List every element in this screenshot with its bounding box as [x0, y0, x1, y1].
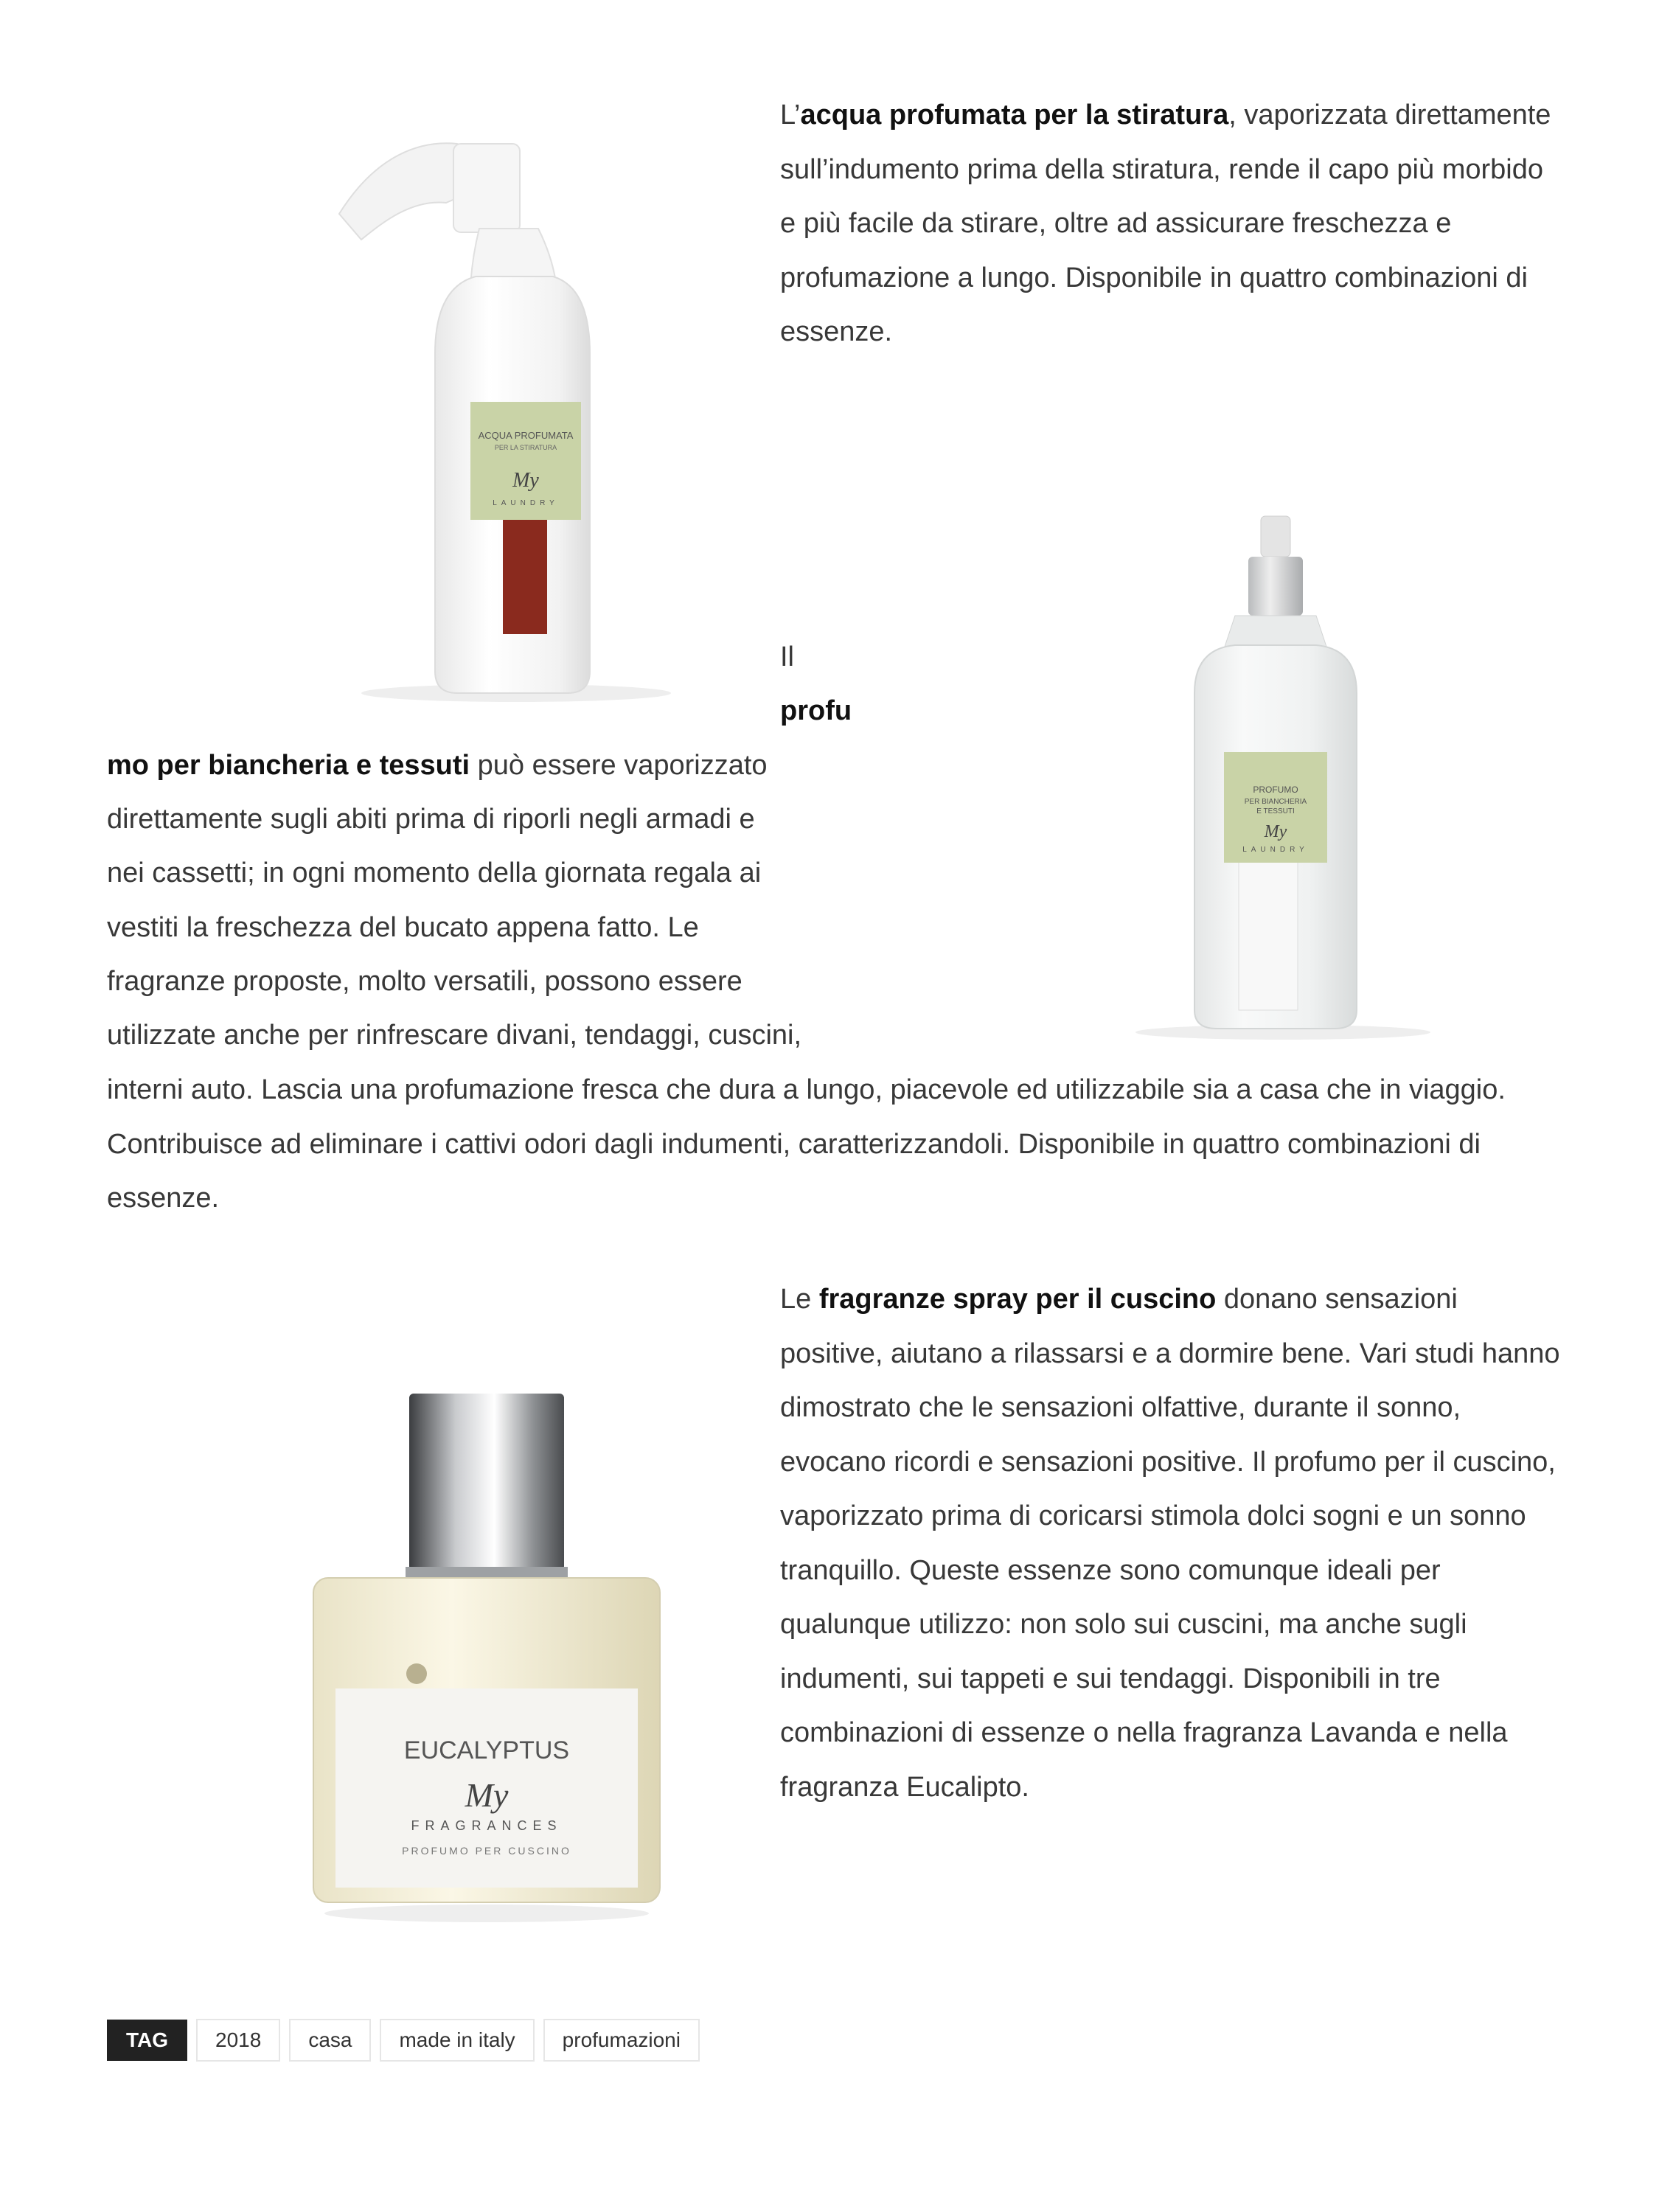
p1-rest: , vaporizzata direttamente sull’indumento prima della stiratura, rende il capo più morbido e più facile da stirare, oltre ad assicurare freschezza e profumazione a lungo. Disponibile in quattro combinazioni di essenze. [780, 100, 1551, 347]
p1-bold: acqua profumata per la stiratura [800, 100, 1229, 131]
bottle3-brand: My [465, 1776, 509, 1814]
bottle2-brand: My [1264, 822, 1287, 841]
p2-line-4: fragranze proposte, molto versatili, possono essere [107, 966, 742, 997]
tag-list [107, 2019, 700, 2062]
bottle3-label-line1: EUCALYPTUS [403, 1736, 570, 1764]
paragraph-ironing-water [780, 88, 1562, 360]
bottle1-label-line2: PER LA STIRATURA [494, 444, 557, 451]
p2-line-1: direttamente sugli abiti prima di riporli negli armadi e [107, 804, 755, 835]
bottle3-label-sub: PROFUMO PER CUSCINO [402, 1845, 571, 1857]
pillow-fragrance-bottle-image [295, 1364, 678, 1932]
p1-prefix: L’ [780, 100, 801, 131]
p3-bold: fragranze spray per il cuscino [818, 1284, 1217, 1315]
p2-prefix: Il [780, 641, 794, 672]
bottle2-label-line1: PROFUMO [1253, 785, 1298, 795]
bottle3-brand-sub: FRAGRANCES [411, 1818, 563, 1833]
tag-casa[interactable]: casa [289, 2019, 371, 2062]
paragraph-pillow-fragrance [780, 1273, 1562, 1815]
linen-perfume-bottle-image [1106, 501, 1460, 1047]
bottle2-label-line2: PER BIANCHERIA [1244, 798, 1307, 806]
p3-prefix: Le [780, 1284, 819, 1315]
ironing-water-bottle-image [295, 111, 678, 715]
tag-2018[interactable]: 2018 [196, 2019, 280, 2062]
tag-label: TAG [107, 2020, 187, 2061]
bottle1-label-line1: ACQUA PROFUMATA [478, 430, 574, 441]
p2-bold-end: mo per biancheria e tessuti [107, 750, 470, 781]
p2-line-3: vestiti la freschezza del bucato appena fatto. Le [107, 912, 699, 943]
p2-bold-start: profu [780, 695, 852, 726]
p3-rest: donano sensazioni positive, aiutano a rilassarsi e a dormire bene. Vari studi hanno dimostrato che le sensazioni olfattive, durante il sonno, evocano ricordi e sensazioni positive. Il profumo per il cuscino, vaporizzato prima di coricarsi stimola dolci sogni e un sonno tranquillo. Queste essenze sono comunque ideali per qualunque utilizzo: non solo sui cuscini, ma anche sugli indumenti, sui tappeti e sui tendaggi. Disponibili in tre combinazioni di essenze o nella fragranza Lavanda e nella fragranza Eucalipto. [780, 1284, 1560, 1803]
bottle1-brand-sub: LAUNDRY [493, 499, 559, 507]
bottle1-brand: My [512, 469, 539, 492]
tag-made-in-italy[interactable]: made in italy [380, 2019, 534, 2062]
p2-line-2: nei cassetti; in ogni momento della giornata regala ai [107, 858, 762, 888]
p2-line-0: può essere vaporizzato [470, 750, 768, 781]
p2-line-5: utilizzate anche per rinfrescare divani, tendaggi, cuscini, [107, 1020, 802, 1051]
bottle2-brand-sub: LAUNDRY [1242, 846, 1309, 854]
bottle2-label-line3: E TESSUTI [1256, 807, 1295, 815]
p2-rest: interni auto. Lascia una profumazione fresca che dura a lungo, piacevole ed utilizzabile sia a casa che in viaggio. Contribuisce ad eliminare i cattivi odori dagli indumenti, caratterizzandoli. Disponibile in quattro combinazioni di essenze. [107, 1074, 1506, 1214]
tag-profumazioni[interactable]: profumazioni [543, 2019, 700, 2062]
